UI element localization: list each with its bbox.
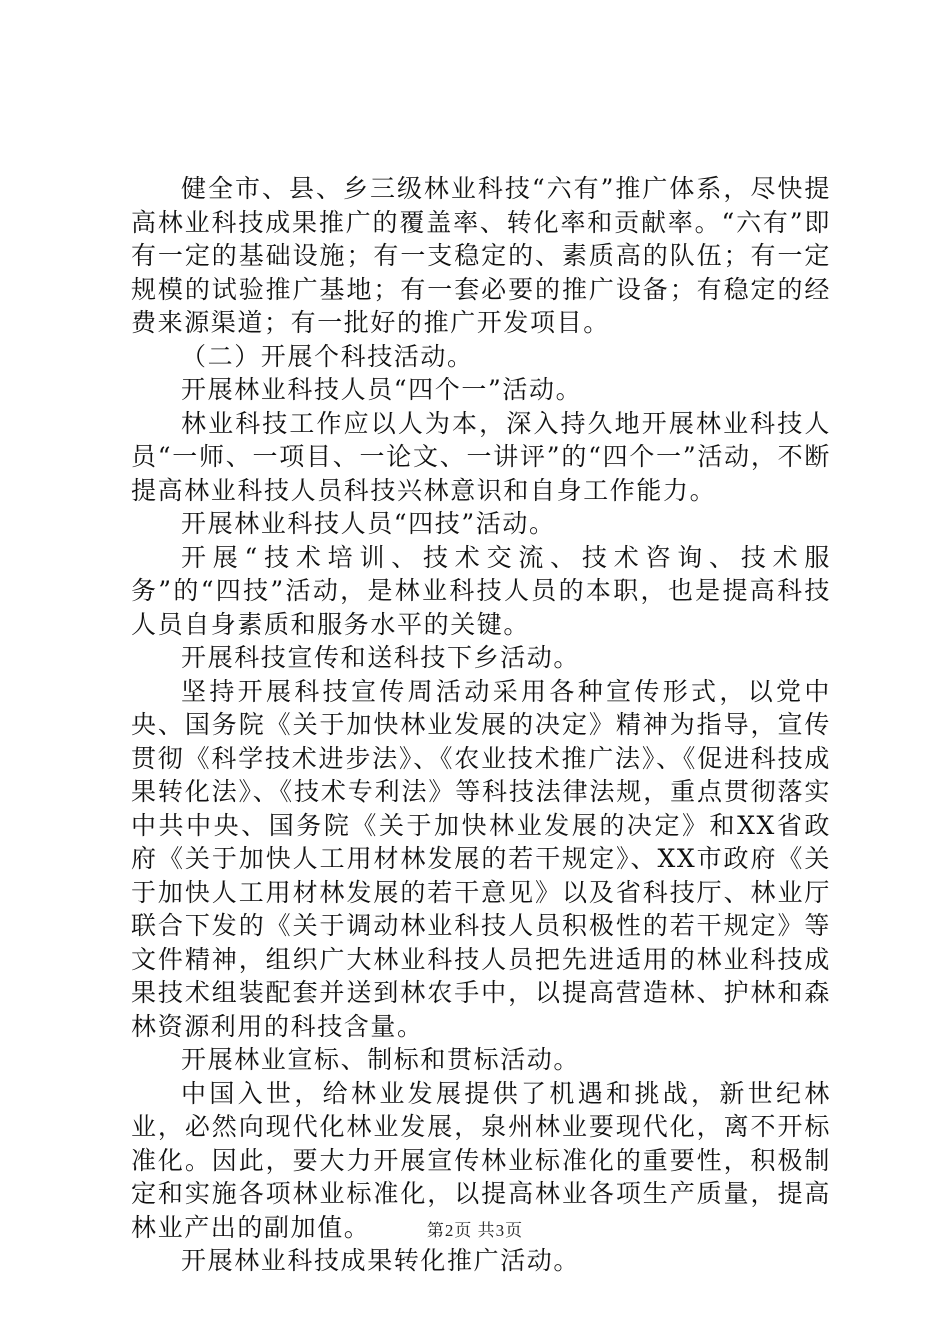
page-number-footer: 第2页 共3页 [426, 1221, 524, 1240]
subheading-four-ones: 开展林业科技人员“四个一”活动。 [181, 375, 583, 404]
paragraph-six-system: 健全市、县、乡三级林业科技“六有”推广体系，尽快提高林业科技成果推广的覆盖率、转化率和贡献率。“六有”即有一定的基础设施；有一支稳定的、素质高的队伍；有一定规模的试验推广基地；有一套必要的推广设备；有稳定的经费来源渠道；有一批好的推广开发项目。 [131, 174, 831, 337]
section-heading-activities: （二）开展个科技活动。 [181, 341, 474, 371]
subheading-standards: 开展林业宣标、制标和贯标活动。 [181, 1045, 581, 1074]
subheading-four-techs: 开展林业科技人员“四技”活动。 [181, 509, 556, 538]
subheading-tech-promotion: 开展科技宣传和送科技下乡活动。 [181, 643, 581, 672]
paragraph-four-techs: 开展“技术培训、技术交流、技术咨询、技术服务”的“四技”活动，是林业科技人员的本职，也是提高科技人员自身素质和服务水平的关键。 [131, 542, 831, 639]
document-body [131, 172, 831, 1278]
paragraph-tech-promotion: 坚持开展科技宣传周活动采用各种宣传形式，以党中央、国务院《关于加快林业发展的决定》精神为指导，宣传贯彻《科学技术进步法》、《农业技术推广法》、《促进科技成果转化法》、《技术专利法》等科技法律法规，重点贯彻落实中共中央、国务院《关于加快林业发展的决定》和XX省政府《关于加快人工用材林发展的若干规定》、XX市政府《关于加快人工用材林发展的若干意见》以及省科技厅、林业厅联合下发的《关于调动林业科技人员积极性的若干规定》等文件精神，组织广大林业科技人员把先进适用的林业科技成果技术组装配套并送到林农手中，以提高营造林、护林和森林资源利用的科技含量。 [131, 676, 831, 1041]
paragraph-standards: 中国入世，给林业发展提供了机遇和挑战，新世纪林业，必然向现代化林业发展，泉州林业要现代化，离不开标准化。因此，要大力开展宣传林业标准化的重要性，积极制定和实施各项林业标准化，以提高林业各项生产质量，提高林业产出的副加值。 [131, 1078, 831, 1242]
subheading-transformation: 开展林业科技成果转化推广活动。 [181, 1246, 581, 1275]
paragraph-four-ones: 林业科技工作应以人为本，深入持久地开展林业科技人员“一师、一项目、一论文、一讲评”的“四个一”活动，不断提高林业科技人员科技兴林意识和自身工作能力。 [131, 408, 831, 505]
